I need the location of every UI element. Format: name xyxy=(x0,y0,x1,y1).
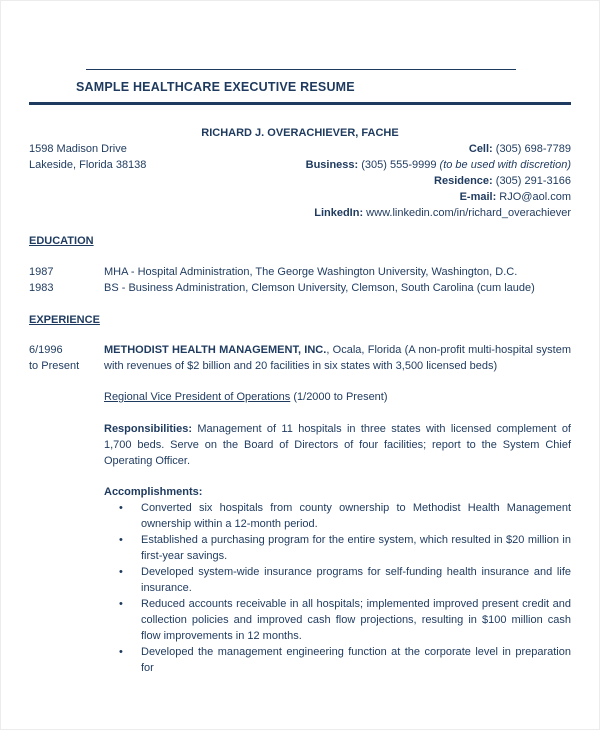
address-line-2: Lakeside, Florida 38138 xyxy=(29,159,147,171)
bullet-marker: • xyxy=(119,646,123,658)
position-title: Regional Vice President of Operations xyxy=(104,391,291,403)
contact-residence xyxy=(306,173,571,189)
accomplishments-list xyxy=(104,500,571,676)
education-year: 1987 xyxy=(29,266,54,278)
company-location: , Ocala, Florida xyxy=(326,344,402,356)
accomplishment-text: Developed the management engineering function at the corporate level in preparation for xyxy=(141,646,571,674)
contact-block xyxy=(306,141,571,221)
accomplishment-item xyxy=(104,596,571,644)
education-degree: BS - Business Administration, Clemson University, Clemson, South Carolina (cum laude) xyxy=(104,282,535,294)
education-degree: MHA - Hospital Administration, The George Washington University, Washington, D.C. xyxy=(104,266,518,278)
position-dates: (1/2000 to Present) xyxy=(290,391,388,403)
contact-linkedin-value: www.linkedin.com/in/richard_overachiever xyxy=(363,207,571,219)
contact-email xyxy=(306,189,571,205)
contact-business-note: (to be used with discretion) xyxy=(436,159,571,171)
candidate-name: RICHARD J. OVERACHIEVER, FACHE xyxy=(201,127,399,139)
accomplishment-text: Established a purchasing program for the entire system, which resulted in $20 million in first-year savings. xyxy=(141,534,571,562)
contact-residence-value: (305) 291-3166 xyxy=(492,175,571,187)
accomplishment-item xyxy=(104,500,571,532)
position-line xyxy=(104,389,571,405)
contact-cell xyxy=(306,141,571,157)
experience-heading: EXPERIENCE xyxy=(29,314,100,326)
title-divider xyxy=(29,102,571,105)
accomplishments-label: Accomplishments: xyxy=(104,486,203,498)
contact-residence-label: Residence: xyxy=(434,175,493,187)
contact-cell-value: (305) 698-7789 xyxy=(492,143,571,155)
contact-email-value: RJO@aol.com xyxy=(496,191,571,203)
education-row xyxy=(29,264,571,280)
contact-linkedin xyxy=(306,205,571,221)
address-block xyxy=(29,141,146,221)
experience-body xyxy=(104,342,571,676)
experience-dates xyxy=(29,342,104,676)
education-row xyxy=(29,280,571,296)
contact-linkedin-label: LinkedIn: xyxy=(314,207,364,219)
contact-email-label: E-mail: xyxy=(459,191,497,203)
accomplishment-item xyxy=(104,564,571,596)
contact-header xyxy=(29,141,571,221)
contact-business xyxy=(306,157,571,173)
contact-cell-label: Cell: xyxy=(468,143,493,155)
education-year: 1983 xyxy=(29,282,54,294)
bullet-marker: • xyxy=(119,566,123,578)
company-description: (A non-profit multi-hospital system with revenues of $2 billion and 20 facilities in six states with 3,500 licensed beds) xyxy=(104,344,572,372)
experience-date-start: 6/1996 xyxy=(29,344,63,356)
accomplishment-item xyxy=(104,532,571,564)
resume-content xyxy=(1,125,599,676)
experience-entry xyxy=(29,342,571,676)
accomplishment-text: Developed system-wide insurance programs for self-funding health insurance and life insurance. xyxy=(141,566,571,594)
banner-title: SAMPLE HEALTHCARE EXECUTIVE RESUME xyxy=(76,80,355,94)
bullet-marker: • xyxy=(119,598,123,610)
company-name: METHODIST HEALTH MANAGEMENT, INC. xyxy=(104,344,327,356)
bullet-marker: • xyxy=(119,534,123,546)
contact-business-label: Business: xyxy=(305,159,359,171)
responsibilities-paragraph xyxy=(104,421,571,469)
accomplishment-item xyxy=(104,644,571,676)
responsibilities-text: Management of 11 hospitals in three states with licensed complement of 1,700 beds. Serve on the Board of Directors of four facilities; report to the System Chief Operating Officer. xyxy=(104,423,571,467)
company-line xyxy=(104,342,571,374)
education-heading: EDUCATION xyxy=(29,235,94,247)
address-line-1: 1598 Madison Drive xyxy=(29,143,127,155)
bullet-marker: • xyxy=(119,502,123,514)
experience-date-end: to Present xyxy=(29,360,80,372)
responsibilities-label: Responsibilities: xyxy=(104,423,193,435)
contact-business-value: (305) 555-9999 xyxy=(358,159,437,171)
education-list xyxy=(29,264,571,296)
top-rule-divider xyxy=(86,69,516,70)
accomplishment-text: Converted six hospitals from county ownership to Methodist Health Management ownership within a 12-month period. xyxy=(141,502,571,530)
accomplishment-text: Reduced accounts receivable in all hospitals; implemented improved present credit and collection policies and improved cash flow projections, resulting in $100 million cash flow improvements in 12 months. xyxy=(141,598,571,642)
